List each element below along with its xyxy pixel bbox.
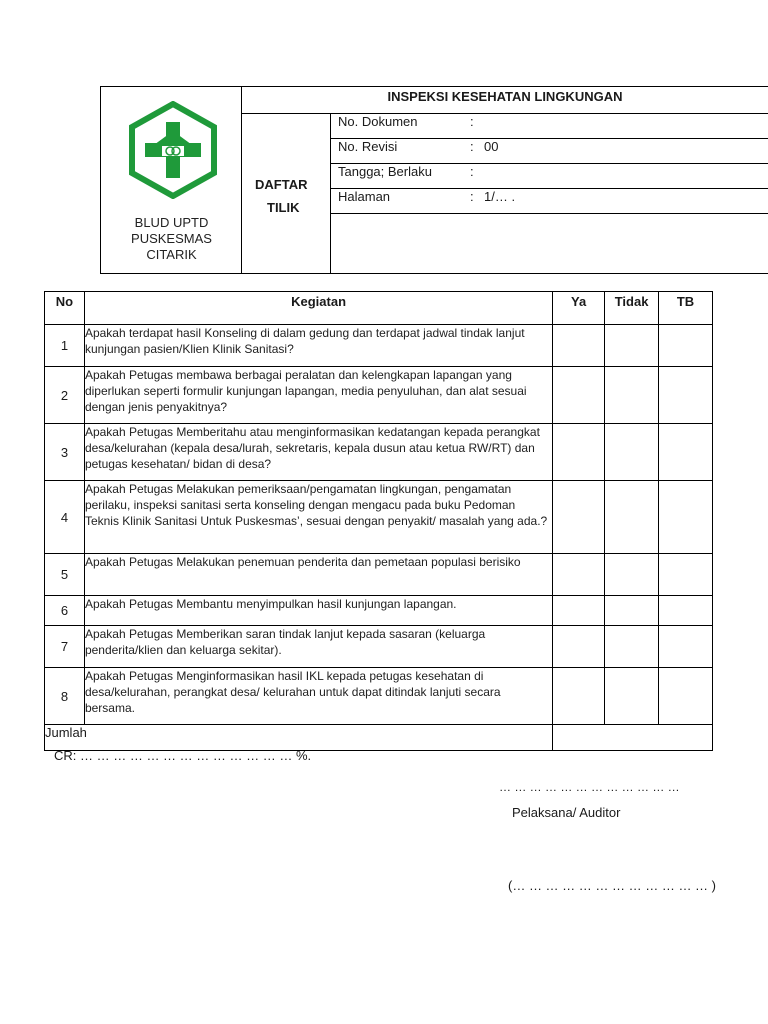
signature-date-line: … … … … … … … … … … … … <box>499 780 680 794</box>
row-number: 8 <box>45 668 85 725</box>
tb-cell[interactable] <box>659 481 713 554</box>
ya-cell[interactable] <box>553 668 605 725</box>
table-header-row <box>45 292 713 325</box>
column-header-ya: Ya <box>553 292 605 325</box>
row-number: 2 <box>45 367 85 424</box>
tidak-cell[interactable] <box>605 325 659 367</box>
row-number: 5 <box>45 554 85 596</box>
table-row <box>45 554 713 596</box>
row-kegiatan: Apakah Petugas membawa berbagai peralatan dan kelengkapan lapangan yang diperlukan seperti formulir kunjungan lapangan, media penyuluhan, dan alat sesuai dengan jenis penyakitnya? <box>84 367 552 424</box>
tidak-cell[interactable] <box>605 367 659 424</box>
tb-cell[interactable] <box>659 367 713 424</box>
info-row-berlaku <box>331 164 768 189</box>
row-number: 1 <box>45 325 85 367</box>
jumlah-row <box>45 725 713 751</box>
jumlah-label: Jumlah <box>45 725 553 751</box>
signature-title: Pelaksana/ Auditor <box>512 805 621 820</box>
row-kegiatan: Apakah Petugas Memberitahu atau menginformasikan kedatangan kepada perangkat desa/kelurahan (kepala desa/lurah, sekretaris, kepala dusun atau ketua RW/RT) dan petugas kesehatan/ bidan di desa? <box>84 424 552 481</box>
info-colon: : <box>470 164 474 179</box>
tb-cell[interactable] <box>659 325 713 367</box>
row-number: 4 <box>45 481 85 554</box>
table-row <box>45 626 713 668</box>
row-kegiatan: Apakah Petugas Menginformasikan hasil IKL kepada petugas kesehatan di desa/kelurahan, perangkat desa/ kelurahan untuk dapat ditindak lanjuti secara bersama. <box>84 668 552 725</box>
info-value: 00 <box>484 139 499 154</box>
table-row <box>45 325 713 367</box>
info-row-revisi <box>331 139 768 164</box>
signature-name-line: (… … … … … … … … … … … … ) <box>508 878 716 893</box>
logo-cell <box>101 87 242 273</box>
info-label: No. Dokumen <box>338 114 418 129</box>
row-kegiatan: Apakah Petugas Memberikan saran tindak lanjut kepada sasaran (keluarga penderita/klien dan keluarga sekitar). <box>84 626 552 668</box>
puskesmas-logo-icon <box>127 101 219 199</box>
checklist-table <box>44 291 713 751</box>
daftar-tilik-cell <box>242 114 331 273</box>
organization-line: CITARIK <box>146 247 197 262</box>
column-header-tb: TB <box>659 292 713 325</box>
daftar-label: DAFTAR <box>255 177 308 192</box>
info-colon: : <box>470 114 474 129</box>
info-label: Tangga; Berlaku <box>338 164 432 179</box>
row-number: 3 <box>45 424 85 481</box>
cr-line: CR: … … … … … … … … … … … … … %. <box>54 748 312 763</box>
organization-line: BLUD UPTD <box>134 215 209 230</box>
ya-cell[interactable] <box>553 325 605 367</box>
column-header-no: No <box>45 292 85 325</box>
ya-cell[interactable] <box>553 554 605 596</box>
info-colon: : <box>470 139 474 154</box>
tidak-cell[interactable] <box>605 554 659 596</box>
ya-cell[interactable] <box>553 481 605 554</box>
info-label: Halaman <box>338 189 391 204</box>
jumlah-value-cell[interactable] <box>553 725 713 751</box>
organization-name <box>101 215 242 263</box>
table-row <box>45 596 713 626</box>
tb-cell[interactable] <box>659 424 713 481</box>
ya-cell[interactable] <box>553 367 605 424</box>
ya-cell[interactable] <box>553 596 605 626</box>
info-value: 1/… . <box>484 189 516 204</box>
info-label: No. Revisi <box>338 139 398 154</box>
tilik-label: TILIK <box>267 200 300 215</box>
table-row <box>45 481 713 554</box>
table-row <box>45 367 713 424</box>
row-kegiatan: Apakah terdapat hasil Konseling di dalam gedung dan terdapat jadwal tindak lanjut kunjungan pasien/Klien Klinik Sanitasi? <box>84 325 552 367</box>
tb-cell[interactable] <box>659 554 713 596</box>
table-row <box>45 424 713 481</box>
info-row-dokumen <box>331 114 768 139</box>
tidak-cell[interactable] <box>605 596 659 626</box>
ya-cell[interactable] <box>553 424 605 481</box>
document-title: INSPEKSI KESEHATAN LINGKUNGAN <box>242 87 768 114</box>
ya-cell[interactable] <box>553 626 605 668</box>
row-kegiatan: Apakah Petugas Melakukan pemeriksaan/pengamatan lingkungan, pengamatan perilaku, inspeksi sanitasi serta konseling dengan mengacu pada buku Pedoman Teknis Klinik Sanitasi Untuk Puskesmas’, sesuai dengan penyakit/ masalah yang ada.? <box>84 481 552 554</box>
tb-cell[interactable] <box>659 626 713 668</box>
row-kegiatan: Apakah Petugas Melakukan penemuan penderita dan pemetaan populasi berisiko <box>84 554 552 596</box>
tidak-cell[interactable] <box>605 626 659 668</box>
organization-line: PUSKESMAS <box>131 231 212 246</box>
row-number: 6 <box>45 596 85 626</box>
info-row-halaman <box>331 189 768 214</box>
tb-cell[interactable] <box>659 596 713 626</box>
tidak-cell[interactable] <box>605 481 659 554</box>
row-kegiatan: Apakah Petugas Membantu menyimpulkan hasil kunjungan lapangan. <box>84 596 552 626</box>
column-header-tidak: Tidak <box>605 292 659 325</box>
row-number: 7 <box>45 626 85 668</box>
table-row <box>45 668 713 725</box>
tidak-cell[interactable] <box>605 424 659 481</box>
info-colon: : <box>470 189 474 204</box>
column-header-kegiatan: Kegiatan <box>84 292 552 325</box>
tidak-cell[interactable] <box>605 668 659 725</box>
document-header <box>100 86 768 274</box>
tb-cell[interactable] <box>659 668 713 725</box>
